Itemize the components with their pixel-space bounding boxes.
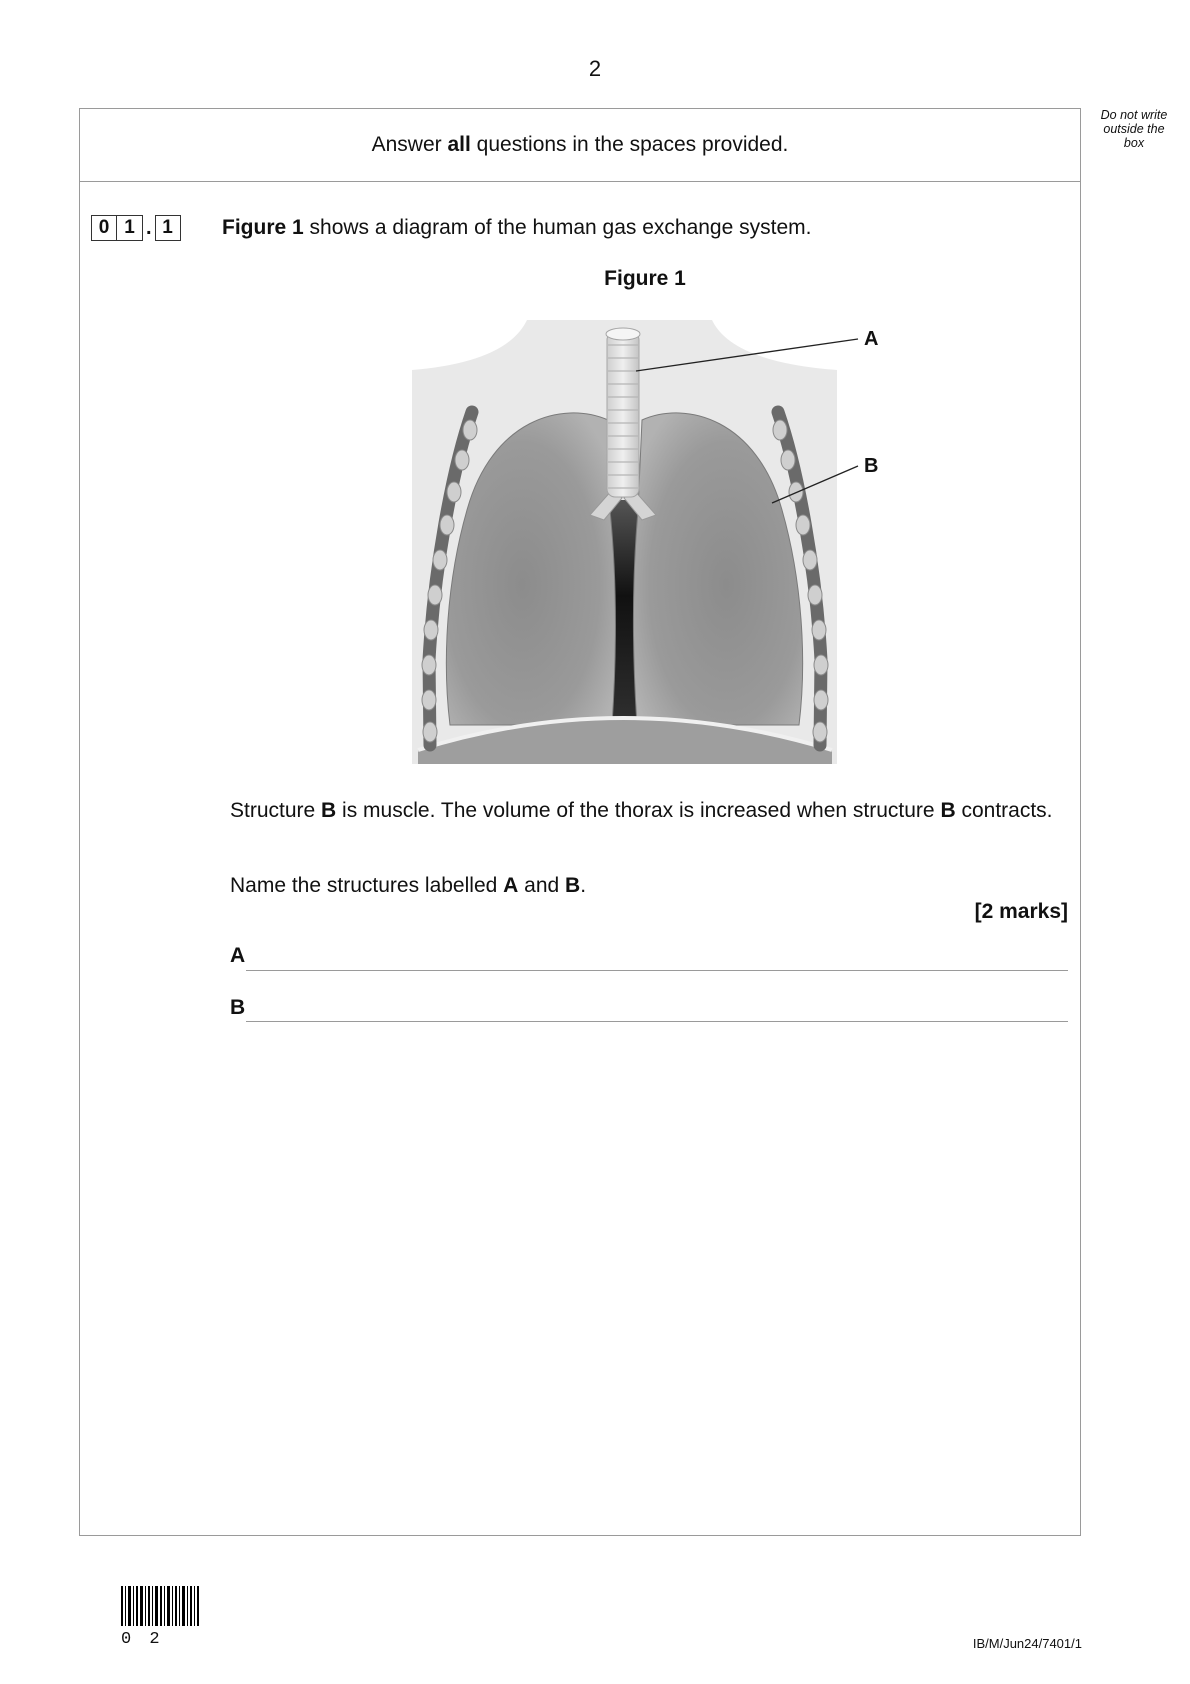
figure-label-b: B <box>864 455 879 477</box>
barcode-digits: 0 2 <box>121 1630 164 1649</box>
figure-title: Figure 1 <box>604 267 686 290</box>
para-bold: B <box>940 799 956 822</box>
para-text: Structure <box>230 799 322 822</box>
instructions-bold: all <box>447 133 471 156</box>
marks-allocation: [2 marks] <box>974 900 1068 923</box>
question-digit-box: 1 <box>117 215 143 241</box>
para-text: and <box>518 874 566 897</box>
para-bold: B <box>565 874 581 897</box>
margin-note-line: Do not write <box>1100 108 1168 122</box>
answer-line-a[interactable] <box>246 970 1068 971</box>
para-text: Name the structures labelled <box>230 874 504 897</box>
margin-note-line: outside the <box>1103 122 1165 136</box>
leader-line-b <box>772 466 858 503</box>
instructions-text: questions in the spaces provided. <box>470 133 789 156</box>
para-bold: B <box>321 799 337 822</box>
leader-line-a <box>636 339 858 371</box>
barcode <box>121 1586 199 1626</box>
task-instruction <box>230 874 586 898</box>
answer-label-a: A <box>230 944 246 967</box>
figure-label-a: A <box>864 328 879 350</box>
question-digit-box: 0 <box>91 215 117 241</box>
answer-label-b: B <box>230 996 246 1019</box>
answer-line-b[interactable] <box>246 1021 1068 1022</box>
para-text: contracts. <box>955 799 1053 822</box>
question-digit-box: 1 <box>155 215 181 241</box>
question-intro-text: shows a diagram of the human gas exchange system. <box>303 216 812 239</box>
para-text: . <box>580 874 587 897</box>
figure-reference: Figure 1 <box>222 216 304 239</box>
para-text: is muscle. The volume of the thorax is increased when structure <box>336 799 941 822</box>
structure-description <box>230 798 1060 823</box>
page-number: 2 <box>588 56 602 81</box>
margin-note-line: box <box>1123 136 1145 150</box>
instructions-text: Answer <box>371 133 448 156</box>
paper-reference-code: IB/M/Jun24/7401/1 <box>972 1636 1082 1651</box>
para-bold: A <box>503 874 519 897</box>
question-dot: . <box>146 217 152 239</box>
